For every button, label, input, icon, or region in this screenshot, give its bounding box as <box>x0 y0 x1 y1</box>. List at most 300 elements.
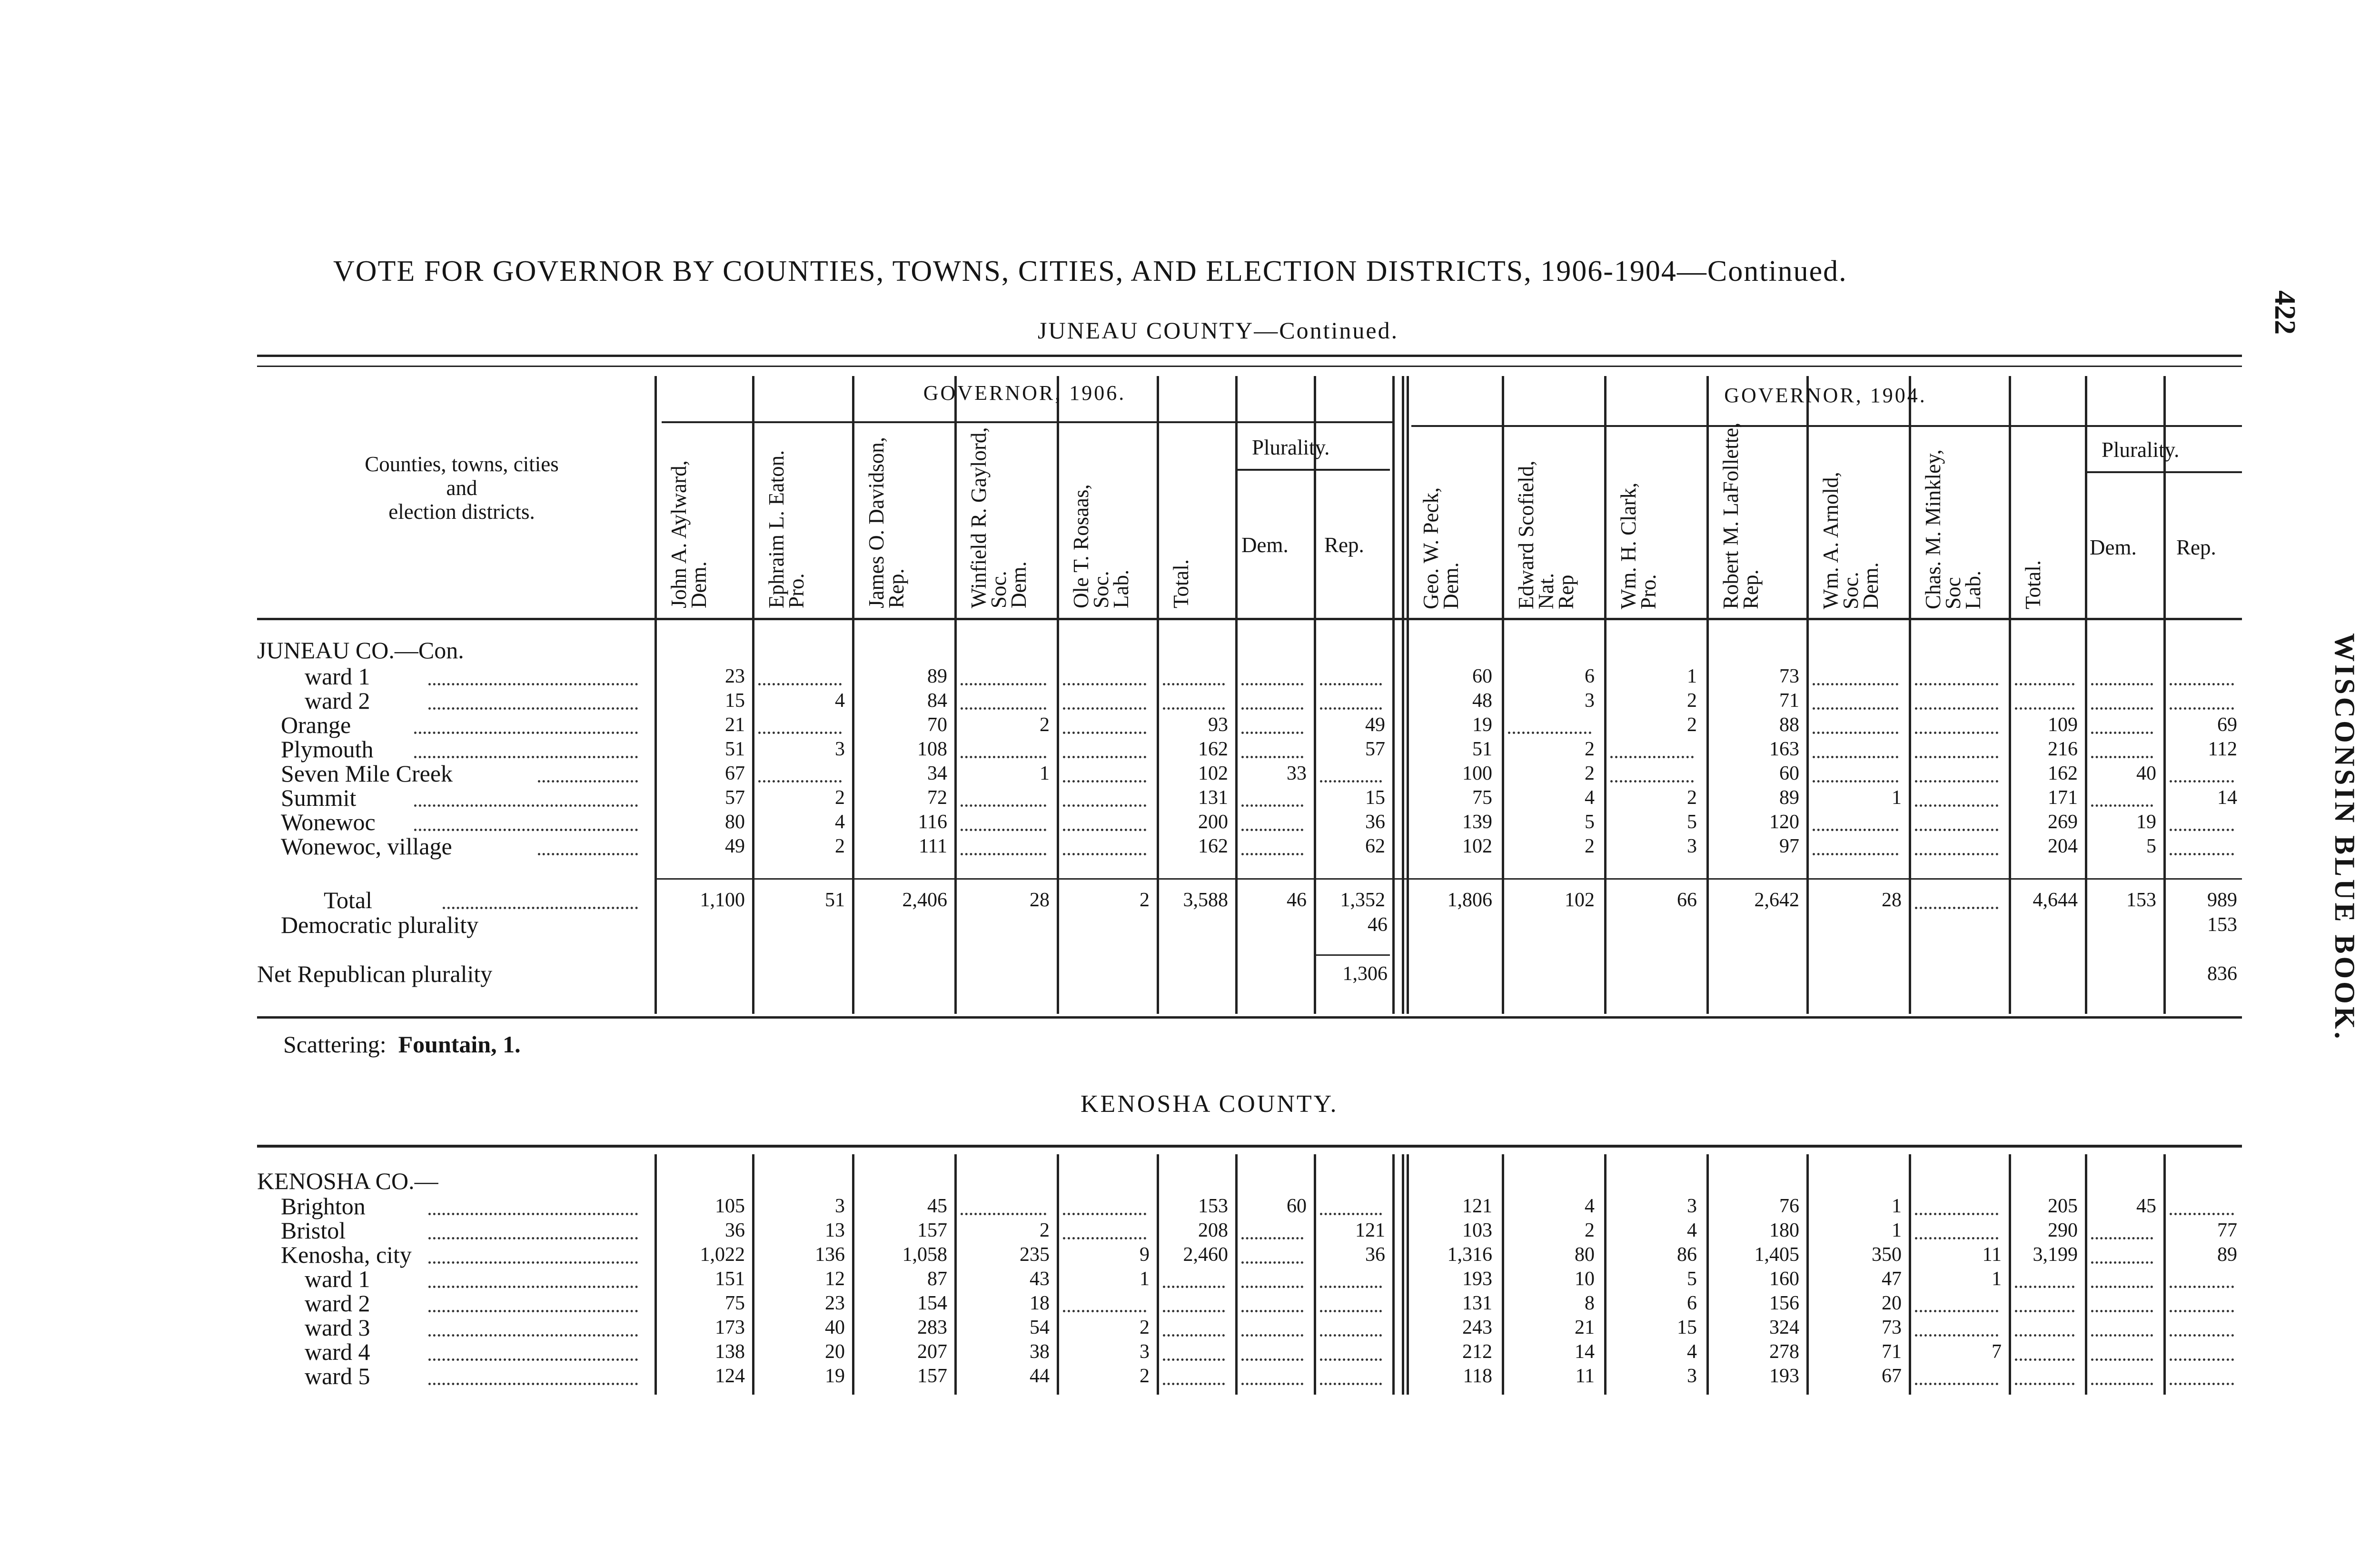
juneau-row-dot-leader <box>961 705 1046 710</box>
juneau-col-rule <box>2009 376 2011 1014</box>
juneau-row-dot-leader <box>1915 778 1998 783</box>
row-label: ward 3 <box>305 1314 370 1341</box>
kenosha-row-dot-leader <box>2091 1259 2153 1264</box>
row-label: Wonewoc, village <box>281 833 452 860</box>
kenosha-county-heading: KENOSHA CO.— <box>257 1168 438 1194</box>
dem-plurality-1906-rep: 46 <box>1368 914 1388 936</box>
candidate-1904-header: Edward Scofield, Nat. Rep <box>1514 460 1578 609</box>
juneau-total-value: 2,642 <box>1754 889 1799 911</box>
juneau-total-value: 28 <box>1882 889 1902 911</box>
juneau-row-dot-leader <box>2015 705 2074 710</box>
juneau-row-value: 2 <box>1585 763 1595 784</box>
kenosha-col-rule <box>2009 1154 2011 1395</box>
kenosha-col-rule <box>2085 1154 2087 1395</box>
kenosha-row-dot-leader <box>2170 1380 2234 1385</box>
candidate-1904-header: Total. <box>2021 560 2045 609</box>
juneau-row-dot-leader <box>2170 826 2234 831</box>
kenosha-row-value: 21 <box>1575 1317 1595 1338</box>
juneau-row-value: 67 <box>725 763 745 784</box>
candidate-1904-header: Wm. H. Clark, Pro. <box>1616 482 1660 609</box>
juneau-row-dot-leader <box>1610 778 1694 783</box>
juneau-row-value: 1 <box>1040 763 1050 784</box>
juneau-row-value: 216 <box>2048 738 2078 760</box>
kenosha-row-value: 1 <box>1992 1268 2002 1290</box>
juneau-total-value: 2,406 <box>902 889 947 911</box>
juneau-total-value: 28 <box>1030 889 1050 911</box>
kenosha-row-dot-leader <box>1163 1356 1225 1361</box>
juneau-row-dot-leader <box>1320 778 1382 783</box>
kenosha-row-value: 105 <box>715 1195 745 1217</box>
kenosha-row-value: 153 <box>1198 1195 1228 1217</box>
kenosha-row-value: 38 <box>1030 1341 1050 1363</box>
label-dot-leader <box>538 851 638 855</box>
label-dot-leader <box>538 778 638 783</box>
juneau-total-value: 4,644 <box>2033 889 2078 911</box>
juneau-row-dot-leader <box>2170 681 2234 685</box>
kenosha-row-value: 2 <box>1040 1219 1050 1241</box>
juneau-total-value: 153 <box>2126 889 2156 911</box>
juneau-col-rule <box>1235 376 1238 1014</box>
juneau-row-dot-leader <box>1813 729 1898 734</box>
juneau-row-value: 19 <box>1472 714 1492 736</box>
juneau-row-value: 5 <box>1687 811 1697 833</box>
juneau-row-value: 204 <box>2048 835 2078 857</box>
juneau-row-dot-leader <box>2015 681 2074 685</box>
label-dot-leader <box>428 1210 638 1215</box>
juneau-row-value: 60 <box>1472 665 1492 687</box>
juneau-row-value: 139 <box>1462 811 1492 833</box>
juneau-row-value: 163 <box>1769 738 1799 760</box>
kenosha-row-value: 20 <box>1882 1292 1902 1314</box>
juneau-total-value: 66 <box>1677 889 1697 911</box>
kenosha-row-value: 75 <box>725 1292 745 1314</box>
location-header: Counties, towns, cities and election districts. <box>365 452 559 524</box>
juneau-total-value: 989 <box>2207 889 2237 911</box>
juneau-total-value: 46 <box>1287 889 1307 911</box>
candidate-1906-header: John A. Aylward, Dem. <box>667 460 711 608</box>
juneau-row-dot-leader <box>2170 778 2234 783</box>
rep-1904-header: Rep. <box>2176 535 2216 559</box>
juneau-row-dot-leader <box>1915 705 1998 710</box>
kenosha-row-value: 4 <box>1687 1341 1697 1363</box>
label-dot-leader <box>428 1356 638 1361</box>
label-dot-leader <box>428 705 638 710</box>
juneau-row-value: 34 <box>927 763 947 784</box>
kenosha-row-value: 3 <box>835 1195 845 1217</box>
juneau-row-value: 3 <box>1585 690 1595 712</box>
kenosha-row-dot-leader <box>2015 1332 2074 1337</box>
juneau-row-dot-leader <box>1915 681 1998 685</box>
kenosha-col-rule <box>2163 1154 2166 1395</box>
juneau-row-value: 1 <box>1892 787 1902 809</box>
juneau-row-value: 2 <box>1687 690 1697 712</box>
header-bottom-rule <box>257 618 2242 620</box>
kenosha-row-dot-leader <box>961 1210 1046 1215</box>
juneau-row-dot-leader <box>1813 705 1898 710</box>
juneau-row-value: 108 <box>917 738 947 760</box>
scattering-label: Scattering: <box>283 1031 387 1058</box>
juneau-row-dot-leader <box>2091 753 2153 758</box>
kenosha-row-dot-leader <box>1241 1235 1303 1239</box>
kenosha-row-value: 118 <box>1463 1365 1492 1387</box>
juneau-row-dot-leader <box>961 802 1046 807</box>
juneau-row-dot-leader <box>1610 753 1694 758</box>
kenosha-row-value: 5 <box>1687 1268 1697 1290</box>
kenosha-row-dot-leader <box>1163 1380 1225 1385</box>
row-label: ward 2 <box>305 687 370 714</box>
plurality-1906-header: Plurality. <box>1252 436 1330 459</box>
kenosha-row-value: 243 <box>1462 1317 1492 1338</box>
kenosha-row-value: 11 <box>1575 1365 1595 1387</box>
juneau-col-rule <box>1402 376 1404 1014</box>
juneau-row-value: 4 <box>835 690 845 712</box>
juneau-row-value: 33 <box>1287 763 1307 784</box>
total-dot-leader <box>443 904 638 909</box>
juneau-row-value: 51 <box>1472 738 1492 760</box>
kenosha-row-value: 3 <box>1687 1195 1697 1217</box>
candidate-1904-header: Geo. W. Peck, Dem. <box>1419 487 1463 609</box>
juneau-row-dot-leader <box>1163 705 1225 710</box>
juneau-total-value: 102 <box>1565 889 1595 911</box>
juneau-row-value: 162 <box>2048 763 2078 784</box>
kenosha-row-dot-leader <box>2015 1356 2074 1361</box>
kenosha-row-dot-leader <box>2091 1380 2153 1385</box>
kenosha-row-value: 47 <box>1882 1268 1902 1290</box>
row-label: Plymouth <box>281 736 374 763</box>
juneau-row-value: 15 <box>1365 787 1385 809</box>
candidate-1904-header: Robert M. LaFollette, Rep. <box>1719 422 1763 609</box>
kenosha-row-dot-leader <box>1241 1332 1303 1337</box>
kenosha-row-value: 1 <box>1892 1219 1902 1241</box>
juneau-row-dot-leader <box>1063 778 1146 783</box>
kenosha-row-value: 205 <box>2048 1195 2078 1217</box>
kenosha-row-value: 1,316 <box>1447 1244 1492 1266</box>
kenosha-row-value: 18 <box>1030 1292 1050 1314</box>
juneau-row-value: 23 <box>725 665 745 687</box>
kenosha-row-value: 36 <box>1365 1244 1385 1266</box>
juneau-row-value: 36 <box>1365 811 1385 833</box>
kenosha-row-value: 3,199 <box>2033 1244 2078 1266</box>
kenosha-row-dot-leader <box>1915 1332 1998 1337</box>
kenosha-row-value: 12 <box>825 1268 845 1290</box>
juneau-row-dot-leader <box>1063 729 1146 734</box>
governor-1906-header: GOVERNOR, 1906. <box>923 381 1126 405</box>
juneau-row-dot-leader <box>1915 753 1998 758</box>
kenosha-row-value: 4 <box>1585 1195 1595 1217</box>
kenosha-row-dot-leader <box>2091 1235 2153 1239</box>
juneau-row-dot-leader <box>1813 753 1898 758</box>
kenosha-row-value: 67 <box>1882 1365 1902 1387</box>
plurality-1904-header: Plurality. <box>2102 438 2180 462</box>
juneau-row-value: 19 <box>2136 811 2156 833</box>
kenosha-row-dot-leader <box>1320 1283 1382 1288</box>
juneau-row-dot-leader <box>1915 802 1998 807</box>
juneau-row-value: 2 <box>1585 738 1595 760</box>
kenosha-col-rule <box>1392 1154 1395 1395</box>
row-label: ward 2 <box>305 1290 370 1317</box>
label-dot-leader <box>428 1308 638 1312</box>
juneau-total-value: 51 <box>825 889 845 911</box>
kenosha-col-rule <box>1402 1154 1404 1395</box>
juneau-row-dot-leader <box>1241 851 1303 855</box>
kenosha-row-value: 14 <box>1575 1341 1595 1363</box>
kenosha-row-value: 76 <box>1779 1195 1799 1217</box>
juneau-row-dot-leader <box>2170 705 2234 710</box>
juneau-total-value: 2 <box>1140 889 1150 911</box>
juneau-row-value: 5 <box>2146 835 2156 857</box>
kenosha-row-dot-leader <box>1320 1356 1382 1361</box>
plurality-rule-1904 <box>2087 471 2242 473</box>
dem-plurality-1904-rep: 153 <box>2207 914 2237 936</box>
juneau-row-value: 102 <box>1462 835 1492 857</box>
top-rule <box>257 355 2242 357</box>
juneau-county-subtitle: JUNEAU COUNTY—Continued. <box>1038 317 1399 344</box>
group-rule-1906 <box>662 421 1392 423</box>
kenosha-row-value: 2 <box>1140 1317 1150 1338</box>
juneau-row-dot-leader <box>1915 826 1998 831</box>
row-label: ward 4 <box>305 1338 370 1365</box>
juneau-row-dot-leader <box>1915 851 1998 855</box>
juneau-row-dot-leader <box>2091 705 2153 710</box>
juneau-row-value: 162 <box>1198 738 1228 760</box>
juneau-bottom-rule <box>257 1016 2242 1019</box>
kenosha-row-value: 160 <box>1769 1268 1799 1290</box>
juneau-row-dot-leader <box>1063 681 1146 685</box>
page-title: VOTE FOR GOVERNOR BY COUNTIES, TOWNS, CITIES, AND ELECTION DISTRICTS, 1906-1904—Continued. <box>333 255 1847 287</box>
kenosha-col-rule <box>1157 1154 1159 1395</box>
juneau-row-dot-leader <box>758 729 842 734</box>
juneau-row-dot-leader <box>2091 681 2153 685</box>
juneau-row-dot-leader <box>1063 753 1146 758</box>
juneau-row-value: 57 <box>725 787 745 809</box>
kenosha-row-value: 7 <box>1992 1341 2002 1363</box>
juneau-total-value: 1,100 <box>700 889 745 911</box>
kenosha-row-value: 36 <box>725 1219 745 1241</box>
kenosha-row-value: 1,022 <box>700 1244 745 1266</box>
juneau-row-value: 49 <box>725 835 745 857</box>
kenosha-row-value: 44 <box>1030 1365 1050 1387</box>
kenosha-row-dot-leader <box>1163 1332 1225 1337</box>
juneau-row-value: 97 <box>1779 835 1799 857</box>
kenosha-row-value: 1,058 <box>902 1244 947 1266</box>
juneau-row-dot-leader <box>1241 681 1303 685</box>
label-dot-leader <box>414 826 638 831</box>
juneau-row-value: 100 <box>1462 763 1492 784</box>
juneau-row-dot-leader <box>1063 705 1146 710</box>
kenosha-row-dot-leader <box>2170 1283 2234 1288</box>
juneau-row-value: 15 <box>725 690 745 712</box>
kenosha-row-value: 1,405 <box>1754 1244 1799 1266</box>
juneau-total-dot-leader <box>1915 904 1998 909</box>
row-label: ward 5 <box>305 1363 370 1389</box>
kenosha-row-dot-leader <box>1320 1308 1382 1312</box>
kenosha-row-value: 13 <box>825 1219 845 1241</box>
kenosha-row-value: 2 <box>1140 1365 1150 1387</box>
kenosha-row-value: 154 <box>917 1292 947 1314</box>
juneau-row-dot-leader <box>961 826 1046 831</box>
kenosha-row-value: 2 <box>1585 1219 1595 1241</box>
kenosha-row-value: 71 <box>1882 1341 1902 1363</box>
kenosha-row-value: 208 <box>1198 1219 1228 1241</box>
kenosha-row-value: 121 <box>1462 1195 1492 1217</box>
kenosha-row-dot-leader <box>1063 1308 1146 1312</box>
kenosha-row-dot-leader <box>2170 1308 2234 1312</box>
juneau-row-dot-leader <box>1813 778 1898 783</box>
kenosha-row-value: 89 <box>2217 1244 2237 1266</box>
juneau-row-dot-leader <box>758 681 842 685</box>
kenosha-row-value: 43 <box>1030 1268 1050 1290</box>
candidate-1904-header: Chas. M. Minkley, Soc Lab. <box>1921 449 1985 609</box>
juneau-row-dot-leader <box>1813 826 1898 831</box>
kenosha-row-dot-leader <box>1320 1332 1382 1337</box>
juneau-row-value: 21 <box>725 714 745 736</box>
kenosha-row-dot-leader <box>1163 1308 1225 1312</box>
kenosha-row-dot-leader <box>1915 1380 1998 1385</box>
plurality-rule-1906 <box>1238 469 1390 471</box>
juneau-total-value: 1,352 <box>1340 889 1385 911</box>
juneau-row-value: 72 <box>927 787 947 809</box>
label-dot-leader <box>414 729 638 734</box>
kenosha-county-title: KENOSHA COUNTY. <box>1081 1090 1339 1118</box>
juneau-row-dot-leader <box>1163 681 1225 685</box>
kenosha-row-value: 157 <box>917 1219 947 1241</box>
candidate-1906-header: Total. <box>1169 559 1193 608</box>
kenosha-row-value: 23 <box>825 1292 845 1314</box>
juneau-row-value: 89 <box>927 665 947 687</box>
kenosha-row-value: 212 <box>1462 1341 1492 1363</box>
kenosha-row-dot-leader <box>1915 1210 1998 1215</box>
juneau-row-value: 40 <box>2136 763 2156 784</box>
kenosha-row-value: 3 <box>1140 1341 1150 1363</box>
kenosha-row-dot-leader <box>2091 1308 2153 1312</box>
juneau-row-value: 102 <box>1198 763 1228 784</box>
juneau-row-dot-leader <box>1320 681 1382 685</box>
kenosha-row-value: 151 <box>715 1268 745 1290</box>
juneau-row-value: 116 <box>918 811 947 833</box>
juneau-row-value: 57 <box>1365 738 1385 760</box>
row-label: Bristol <box>281 1217 346 1244</box>
juneau-row-dot-leader <box>1063 802 1146 807</box>
juneau-row-dot-leader <box>961 753 1046 758</box>
juneau-total-value: 3,588 <box>1183 889 1228 911</box>
candidate-1906-header: Winfield R. Gaylord, Soc. Dem. <box>967 427 1031 608</box>
kenosha-row-value: 1 <box>1140 1268 1150 1290</box>
juneau-row-value: 89 <box>1779 787 1799 809</box>
total-rule <box>654 878 2242 880</box>
juneau-row-dot-leader <box>1063 826 1146 831</box>
kenosha-row-value: 350 <box>1872 1244 1902 1266</box>
candidate-1906-header: Ole T. Rosaas, Soc. Lab. <box>1069 484 1133 608</box>
kenosha-row-dot-leader <box>1063 1235 1146 1239</box>
juneau-row-value: 14 <box>2217 787 2237 809</box>
juneau-row-value: 2 <box>1687 787 1697 809</box>
kenosha-row-value: 45 <box>2136 1195 2156 1217</box>
row-label: Summit <box>281 784 357 811</box>
kenosha-row-value: 136 <box>815 1244 845 1266</box>
kenosha-row-dot-leader <box>1241 1283 1303 1288</box>
kenosha-row-value: 60 <box>1287 1195 1307 1217</box>
kenosha-row-value: 131 <box>1462 1292 1492 1314</box>
kenosha-row-value: 11 <box>1982 1244 2002 1266</box>
juneau-row-dot-leader <box>1813 851 1898 855</box>
group-rule-1904 <box>1411 425 2242 427</box>
row-label: ward 1 <box>305 1266 370 1292</box>
kenosha-row-dot-leader <box>1063 1210 1146 1215</box>
net-rep-1904-value: 836 <box>2207 963 2237 985</box>
kenosha-row-value: 207 <box>917 1341 947 1363</box>
juneau-row-value: 1 <box>1687 665 1697 687</box>
juneau-row-value: 88 <box>1779 714 1799 736</box>
juneau-row-value: 48 <box>1472 690 1492 712</box>
kenosha-row-value: 283 <box>917 1317 947 1338</box>
kenosha-row-value: 40 <box>825 1317 845 1338</box>
candidate-1904-header: Wm. A. Arnold, Soc. Dem. <box>1819 472 1883 609</box>
juneau-row-value: 84 <box>927 690 947 712</box>
label-dot-leader <box>414 802 638 807</box>
kenosha-row-value: 2,460 <box>1183 1244 1228 1266</box>
label-dot-leader <box>428 681 638 685</box>
juneau-row-value: 60 <box>1779 763 1799 784</box>
row-label: Kenosha, city <box>281 1241 412 1268</box>
kenosha-row-value: 124 <box>715 1365 745 1387</box>
row-label: Orange <box>281 712 351 738</box>
kenosha-row-value: 77 <box>2217 1219 2237 1241</box>
county-heading: JUNEAU CO.—Con. <box>257 637 464 664</box>
juneau-row-value: 69 <box>2217 714 2237 736</box>
juneau-row-value: 6 <box>1585 665 1595 687</box>
kenosha-row-value: 193 <box>1769 1365 1799 1387</box>
kenosha-row-dot-leader <box>2015 1283 2074 1288</box>
kenosha-row-value: 19 <box>825 1365 845 1387</box>
juneau-row-dot-leader <box>1320 705 1382 710</box>
juneau-row-value: 62 <box>1365 835 1385 857</box>
kenosha-row-dot-leader <box>1163 1283 1225 1288</box>
kenosha-row-dot-leader <box>2170 1356 2234 1361</box>
label-dot-leader <box>428 1380 638 1385</box>
kenosha-row-dot-leader <box>2091 1283 2153 1288</box>
row-label: ward 1 <box>305 663 370 690</box>
juneau-row-value: 93 <box>1208 714 1228 736</box>
juneau-row-value: 71 <box>1779 690 1799 712</box>
kenosha-row-dot-leader <box>2091 1356 2153 1361</box>
juneau-row-value: 73 <box>1779 665 1799 687</box>
juneau-row-value: 80 <box>725 811 745 833</box>
juneau-col-rule <box>1157 376 1159 1014</box>
kenosha-row-dot-leader <box>2015 1380 2074 1385</box>
juneau-row-dot-leader <box>2170 851 2234 855</box>
row-label: Seven Mile Creek <box>281 760 453 787</box>
juneau-row-dot-leader <box>2091 802 2153 807</box>
kenosha-row-value: 121 <box>1355 1219 1385 1241</box>
juneau-row-dot-leader <box>1915 729 1998 734</box>
kenosha-row-dot-leader <box>1320 1380 1382 1385</box>
juneau-row-dot-leader <box>1508 729 1591 734</box>
juneau-row-value: 4 <box>1585 787 1595 809</box>
kenosha-row-value: 9 <box>1140 1244 1150 1266</box>
juneau-row-value: 2 <box>1687 714 1697 736</box>
juneau-row-dot-leader <box>1813 681 1898 685</box>
juneau-row-value: 109 <box>2048 714 2078 736</box>
kenosha-row-dot-leader <box>2170 1210 2234 1215</box>
kenosha-row-dot-leader <box>1241 1380 1303 1385</box>
juneau-row-value: 5 <box>1585 811 1595 833</box>
juneau-col-rule <box>1806 376 1809 1014</box>
kenosha-row-dot-leader <box>1320 1210 1382 1215</box>
juneau-row-dot-leader <box>961 851 1046 855</box>
juneau-col-rule <box>954 376 957 1014</box>
juneau-row-value: 2 <box>1585 835 1595 857</box>
kenosha-row-dot-leader <box>1915 1308 1998 1312</box>
